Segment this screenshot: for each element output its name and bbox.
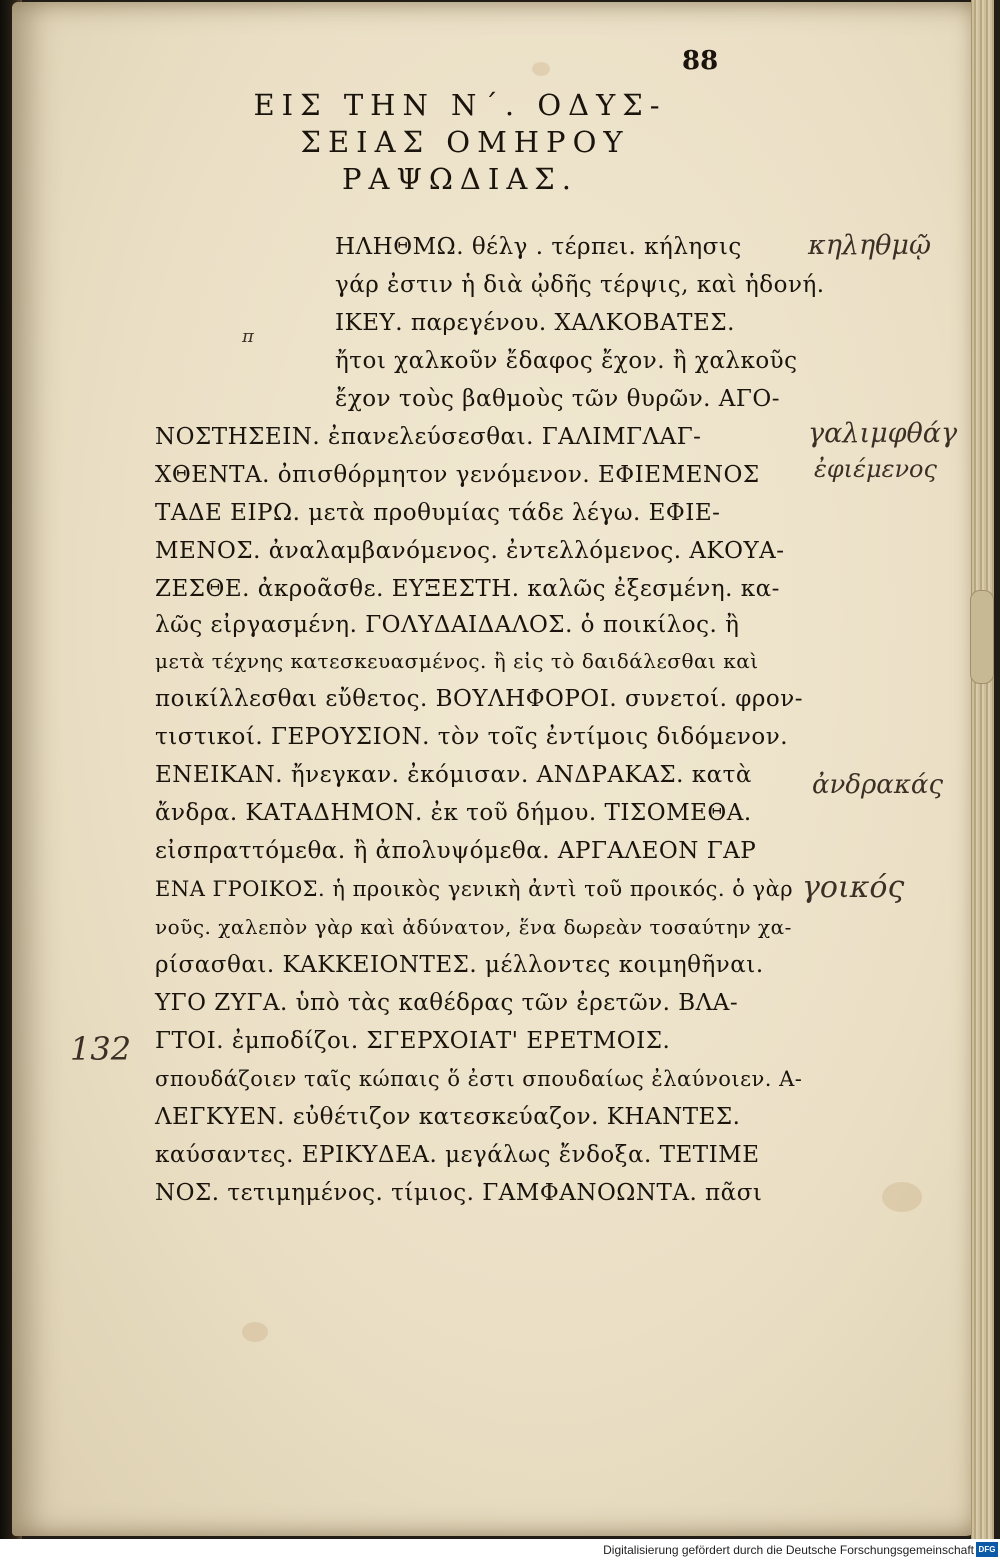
foxing-spot [532, 62, 550, 76]
footer-credit: Digitalisierung gefördert durch die Deutsche Forschungsgemeinschaft [603, 1543, 974, 1557]
margin-note: ἀνδρακάς [812, 770, 944, 800]
page-edges [971, 0, 994, 1540]
text-line: ΖΕΣΘΕ. ἀκροᾶσθε. ΕΥΞΕΣΤΗ. καλῶς ἐξεσμένη. κα- [155, 576, 780, 602]
text-line: ἤτοι χαλκοῦν ἔδαφος ἔχον. ἢ χαλκοῦς [335, 348, 798, 374]
text-line: ΓΤΟΙ. ἐμποδίζοι. ΣΓΕΡΧΟΙΑΤ' ΕΡΕΤΜΟΙΣ. [155, 1028, 671, 1054]
page-number: 88 [682, 46, 719, 76]
text-line: ΤΑΔΕ ΕΙΡΩ. μετὰ προθυμίας τάδε λέγω. ΕΦΙΕ- [155, 500, 721, 526]
text-line: ΜΕΝΟΣ. ἀναλαμβανόμενος. ἐντελλόμενος. ΑΚΟΥΑ- [155, 538, 785, 564]
text-line: σπουδάζοιεν ταῖς κώπαις ὅ ἐστι σπουδαίως ἐλαύνοιεν. Α- [155, 1067, 803, 1091]
margin-letter: π [242, 326, 254, 347]
text-line: ΕΝΑ ΓΡΟΙΚΟΣ. ἡ προικὸς γενικὴ ἀντὶ τοῦ προικός. ὁ γὰρ [155, 877, 794, 901]
text-line: ΗΛΗΘΜΩ. θέλγ . τέρπει. κήλησις [335, 234, 742, 260]
margin-note: γοικός [802, 870, 905, 905]
text-line: ΝΟΣΤΗΣΕΙΝ. ἐπανελεύσεσθαι. ΓΑΛΙΜΓΛΑΓ- [155, 424, 702, 450]
text-line: ΧΘΕΝΤΑ. ὀπισθόρμητον γενόμενον. ΕΦΙΕΜΕΝΟΣ [155, 462, 760, 488]
margin-note: κηληθμῷ [808, 230, 931, 261]
text-line: νοῦς. χαλεπὸν γὰρ καὶ ἀδύνατον, ἕνα δωρεὰν τοσαύτην χα- [155, 915, 792, 939]
heading-line-1: ΕΙΣ ΤΗΝ Ν΄. ΟΔΥΣ- [253, 88, 667, 122]
margin-note: ἐφιέμενος [814, 455, 937, 483]
foxing-spot [242, 1322, 268, 1342]
text-line: γάρ ἐστιν ἡ διὰ ᾠδῆς τέρψις, καὶ ἡδονή. [335, 272, 825, 298]
margin-line-number: 132 [70, 1030, 132, 1068]
text-line: ρίσασθαι. ΚΑΚΚΕΙΟΝΤΕΣ. μέλλοντες κοιμηθῆναι. [155, 952, 764, 978]
text-line: μετὰ τέχνης κατεσκευασμένος. ἢ εἰς τὸ δαιδάλεσθαι καὶ [155, 649, 759, 673]
text-line: ποικίλλεσθαι εὔθετος. ΒΟΥΛΗΦΟΡΟΙ. συνετοί. φρον- [155, 686, 803, 712]
text-line: ΥΓΟ ΖΥΓΑ. ὑπὸ τὰς καθέδρας τῶν ἐρετῶν. ΒΛΑ- [155, 990, 739, 1016]
digitization-footer [0, 1539, 1000, 1561]
text-line: τιστικοί. ΓΕΡΟΥΣΙΟΝ. τὸν τοῖς ἐντίμοις διδόμενον. [155, 724, 789, 750]
text-line: καύσαντες. ΕΡΙΚΥΔΕΑ. μεγάλως ἔνδοξα. ΤΕΤΙΜΕ [155, 1142, 760, 1168]
text-line: λῶς εἰργασμένη. ΓΟΛΥΔΑΙΔΑΛΟΣ. ὁ ποικίλος. ἢ [155, 612, 740, 638]
text-line: ΛΕΓΚΥΕΝ. εὐθέτιζον κατεσκεύαζον. ΚΗΑΝΤΕΣ. [155, 1104, 741, 1130]
text-line: εἰσπραττόμεθα. ἢ ἀπολυψόμεθα. ΑΡΓΑΛΕΟΝ ΓΑΡ [155, 838, 757, 864]
margin-note: γαλιμφθάγ [808, 418, 958, 449]
text-line: ΕΝΕΙΚΑΝ. ἤνεγκαν. ἐκόμισαν. ΑΝΔΡΑΚΑΣ. κατὰ [155, 762, 752, 788]
text-line: ΝΟΣ. τετιμημένος. τίμιος. ΓΑΜΦΑΝΟΩΝΤΑ. πᾶσι [155, 1180, 763, 1206]
page-clip [970, 590, 994, 684]
foxing-spot [882, 1182, 922, 1212]
dfg-logo-icon: DFG [976, 1542, 998, 1557]
heading-line-2: ΣΕΙΑΣ ΟΜΗΡΟΥ [300, 125, 630, 159]
text-line: ΙΚΕΥ. παρεγένου. ΧΑΛΚΟΒΑΤΕΣ. [335, 310, 735, 336]
heading-line-3: ΡΑΨΩΔΙΑΣ. [342, 162, 578, 196]
text-line: ἄνδρα. ΚΑΤΑΔΗΜΟΝ. ἐκ τοῦ δήμου. ΤΙΣΟΜΕΘΑ. [155, 800, 752, 826]
text-line: ἔχον τοὺς βαθμοὺς τῶν θυρῶν. ΑΓΟ- [335, 386, 780, 412]
